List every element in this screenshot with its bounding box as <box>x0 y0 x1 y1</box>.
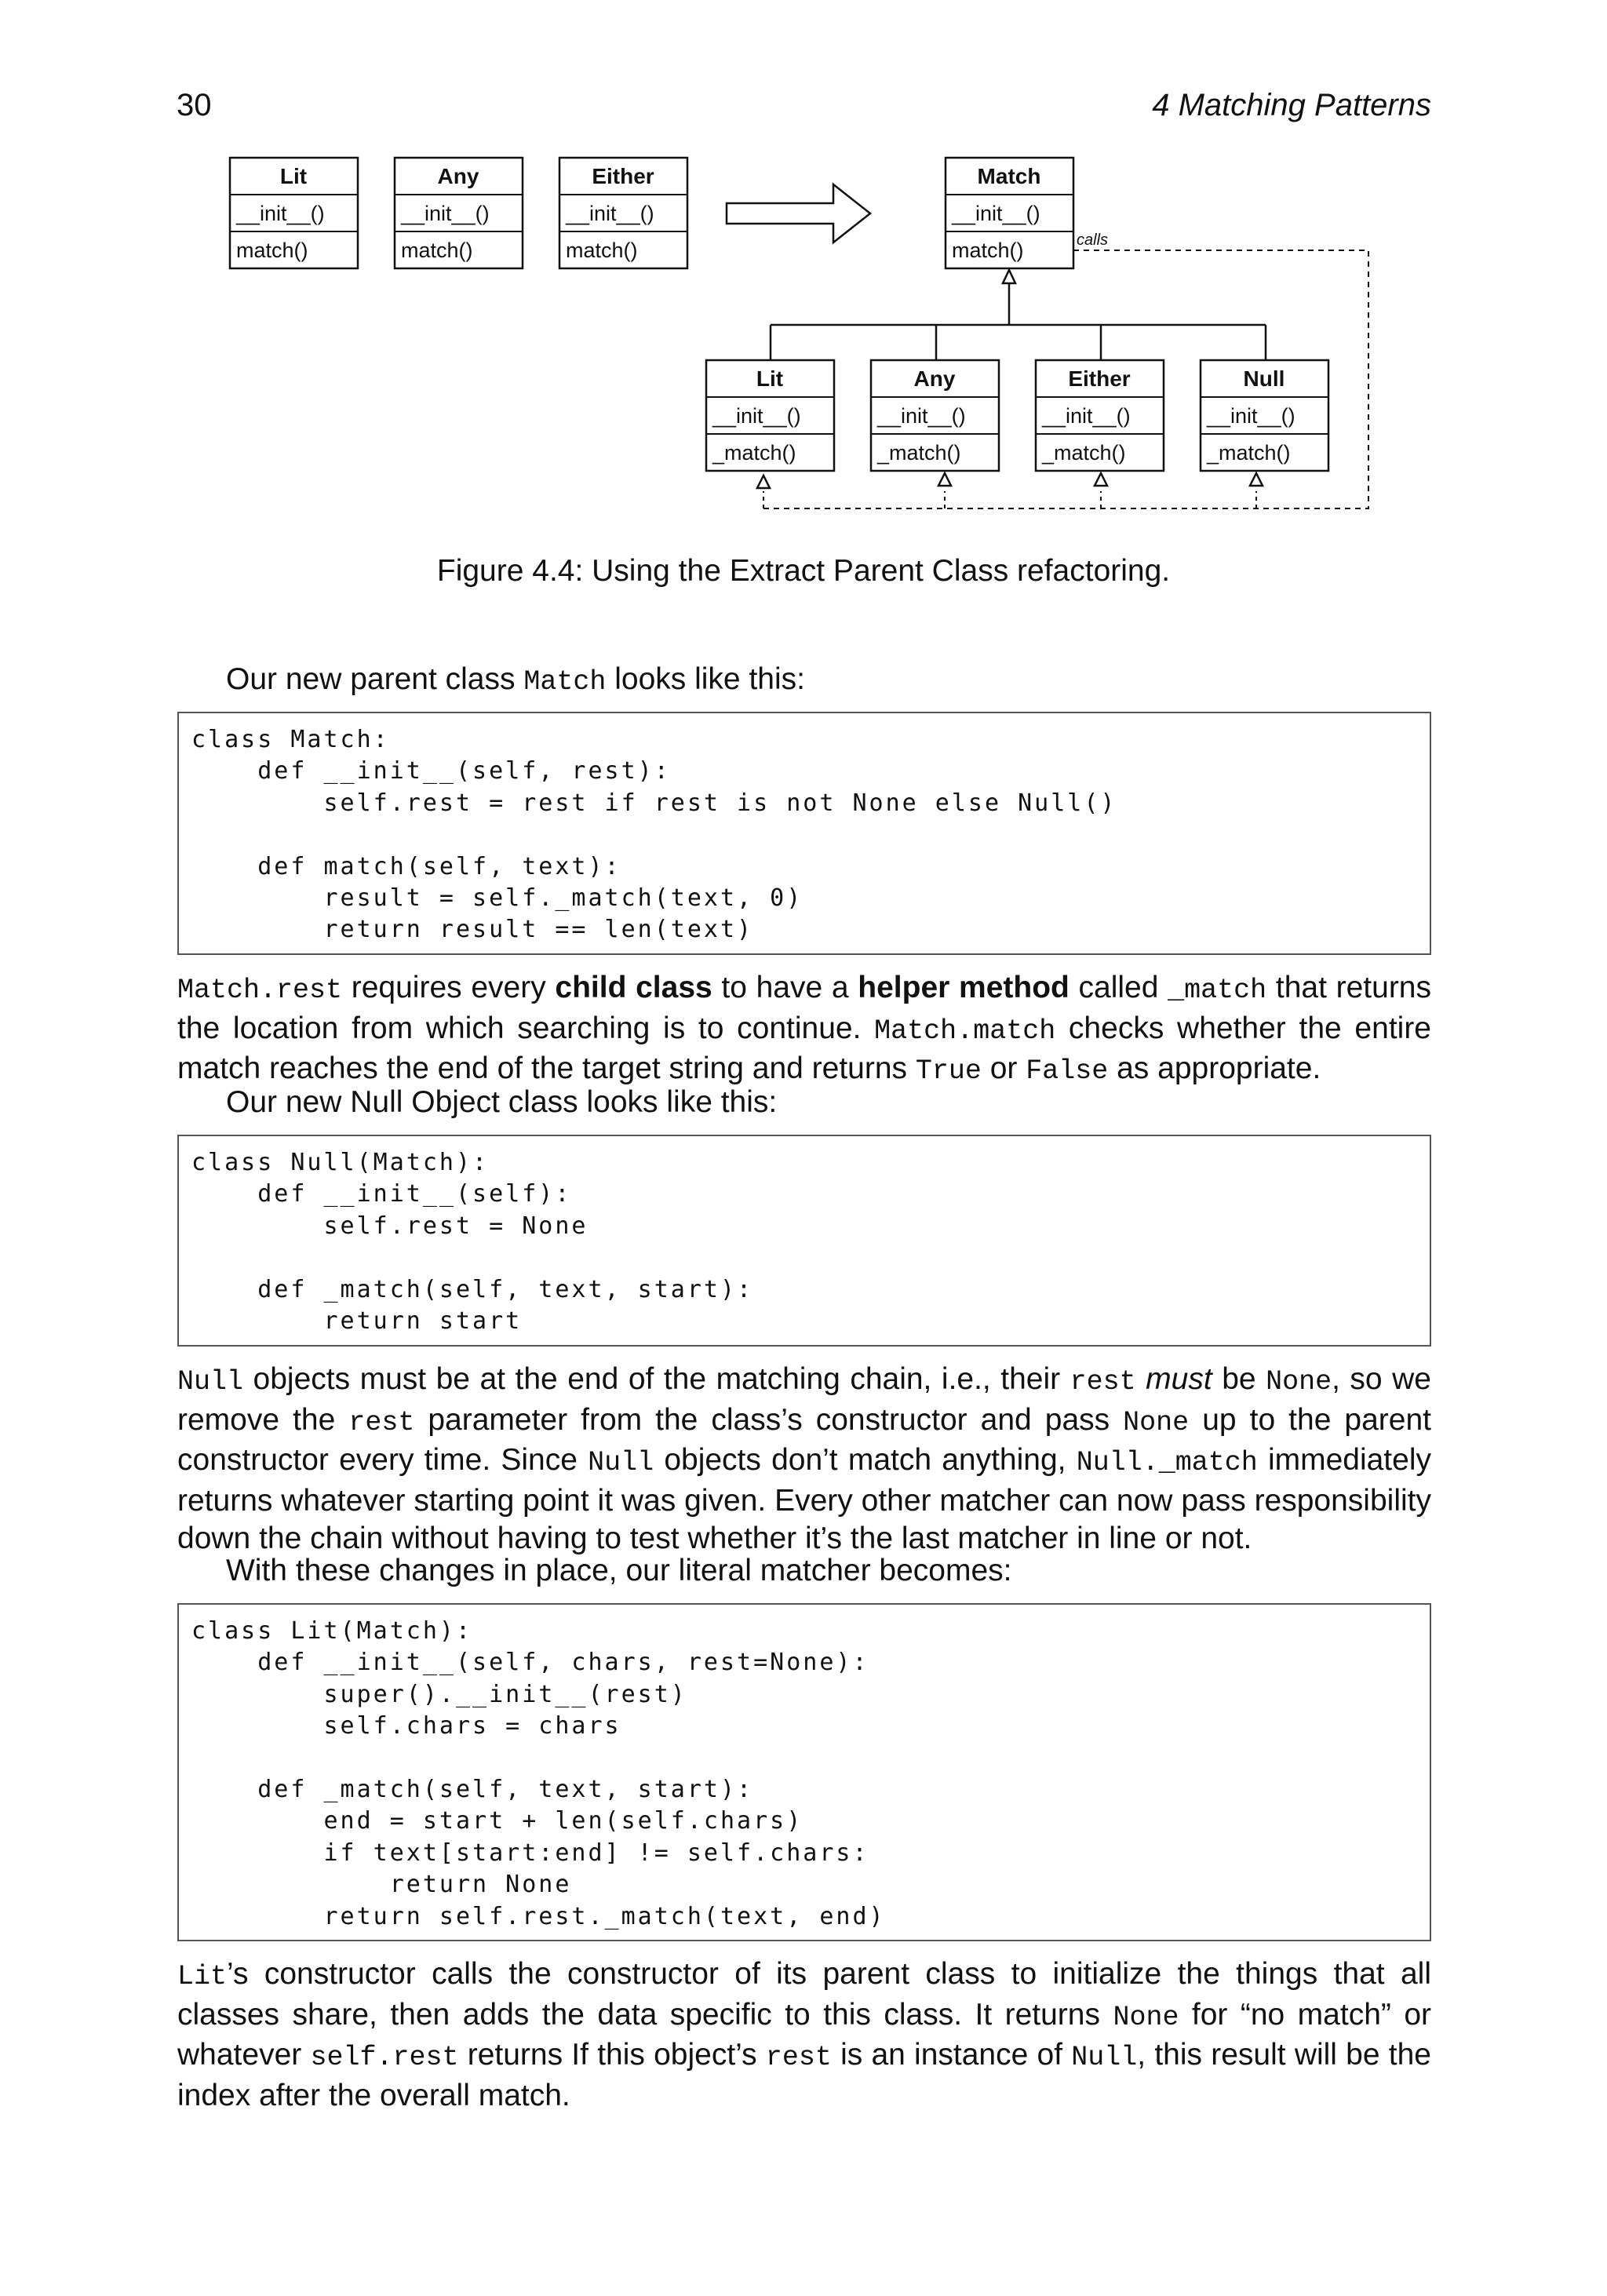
class-name: Either <box>1068 366 1131 391</box>
method-name: match() <box>952 239 1024 262</box>
child-class-lit <box>706 360 834 471</box>
before-class-either <box>559 158 687 268</box>
method-name: _match() <box>1042 441 1126 465</box>
calls-label: calls <box>1077 231 1109 249</box>
code-block-null: class Null(Match): def __init__(self): self.rest = None def _match(self, text, start): return start <box>177 1135 1431 1347</box>
method-name: __init__() <box>401 202 490 225</box>
method-name: match() <box>566 239 638 262</box>
class-name: Any <box>913 366 956 391</box>
child-class-any <box>871 360 999 471</box>
class-name: Either <box>592 164 654 188</box>
method-name: _match() <box>877 441 961 465</box>
method-name: __init__() <box>877 404 966 428</box>
child-class-either <box>1036 360 1164 471</box>
uml-figure <box>0 0 1607 549</box>
method-name: match() <box>401 239 473 262</box>
lit-explanation-paragraph: Lit’s constructor calls the constructor of its parent class to initialize the things that all classes share, then adds the data specific to this class. It returns None for “no match” or whatever self.rest returns If this object’s rest is an instance of Null, this result will be the index after the overall match. <box>177 1957 1431 2112</box>
method-name: _match() <box>712 441 796 465</box>
method-name: _match() <box>1207 441 1291 465</box>
parent-class-match <box>946 158 1073 268</box>
null-explanation-paragraph: Null objects must be at the end of the matching chain, i.e., their rest must be None, so we remove the rest parameter from the class’s constructor and pass None up to the parent constructor every time. Since Null objects don’t match anything, Null._match immediately returns whatever starting point it was given. Every other matcher can now pass responsibility down the chain without having to test whether it’s the last matcher in line or not. <box>177 1362 1432 1555</box>
method-name: __init__() <box>712 404 801 428</box>
method-name: __init__() <box>236 202 325 225</box>
method-name: __init__() <box>1042 404 1131 428</box>
intro-lit-paragraph: With these changes in place, our literal matcher becomes: <box>226 1554 1012 1587</box>
inheritance-connector <box>771 270 1266 360</box>
intro-null-paragraph: Our new Null Object class looks like this: <box>226 1085 778 1119</box>
method-name: __init__() <box>566 202 654 225</box>
code-block-match: class Match: def __init__(self, rest): self.rest = rest if rest is not None else Null() def match(self, text): result = self._match(text, 0) return result == len(text) <box>177 712 1431 955</box>
child-class-null <box>1201 360 1328 471</box>
before-class-lit <box>230 158 358 268</box>
method-name: match() <box>236 239 308 262</box>
method-name: __init__() <box>1207 404 1295 428</box>
intro-match-paragraph: Our new parent class Match looks like this: <box>226 662 805 698</box>
class-name: Any <box>437 164 479 188</box>
refactor-arrow <box>727 184 870 242</box>
class-name: Lit <box>279 164 308 188</box>
figure-caption: Figure 4.4: Using the Extract Parent Class refactoring. <box>436 554 1171 588</box>
class-name: Match <box>977 164 1041 188</box>
page-number: 30 <box>177 88 212 122</box>
class-name: Lit <box>756 366 784 391</box>
before-class-any <box>395 158 523 268</box>
class-name: Null <box>1243 366 1285 391</box>
match-explanation-paragraph: Match.rest requires every child class to have a helper method called _match that returns the location from which searching is to continue. Match.match checks whether the entire match reaches the end of the target string and returns True or False as appropriate. <box>177 971 1431 1087</box>
code-block-lit: class Lit(Match): def __init__(self, chars, rest=None): super().__init__(rest) self.chars = chars def _match(self, text, start): end = start + len(self.chars) if text[start:end] != self.chars: return None return self.rest._match(text, end) <box>177 1603 1431 1941</box>
method-name: __init__() <box>952 202 1040 225</box>
running-head: 4 Matching Patterns <box>1152 88 1431 122</box>
